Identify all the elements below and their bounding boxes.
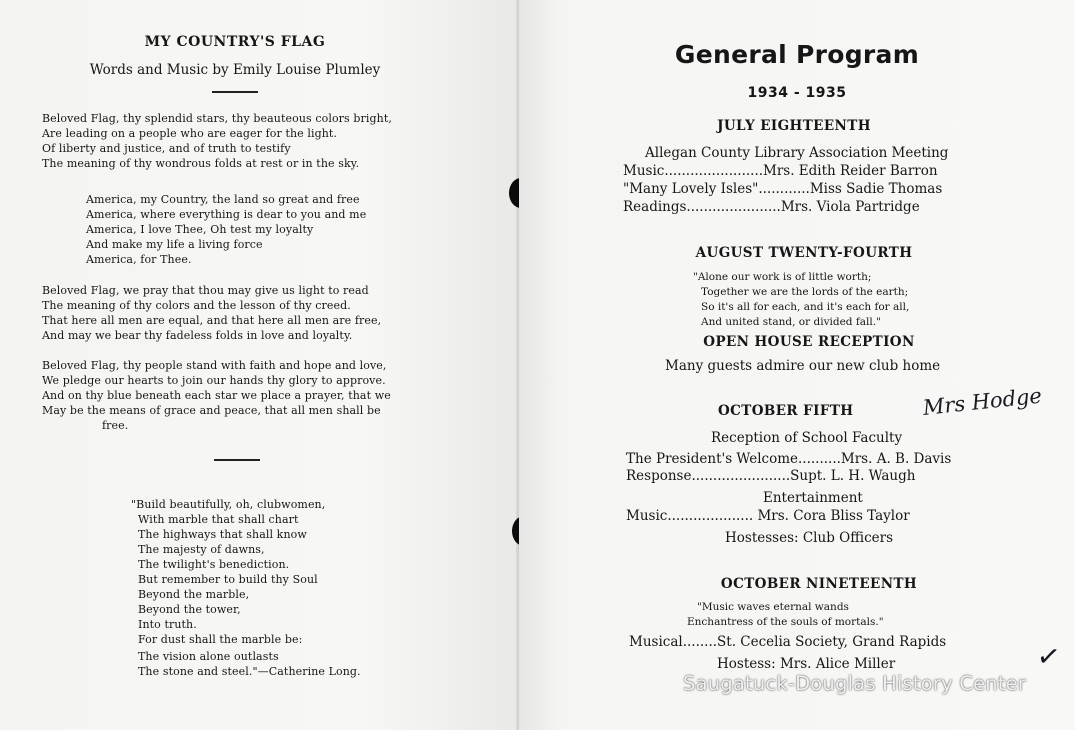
response-line: Response.......................Supt. L. H. Waugh (626, 468, 916, 484)
october-nineteenth-heading: OCTOBER NINETEENTH (720, 576, 918, 592)
quote-line: "Music waves eternal wands (697, 601, 849, 613)
august-quote (693, 270, 909, 330)
verse-line: Of liberty and justice, and of truth to testify (42, 142, 291, 155)
poem-line: The vision alone outlasts (138, 650, 279, 663)
stanza-1 (42, 111, 392, 171)
august-heading: AUGUST TWENTY-FOURTH (695, 245, 913, 261)
verse-line: America, my Country, the land so great and free (86, 193, 360, 206)
july-music: Music.......................Mrs. Edith Reider Barron (623, 163, 938, 179)
song-title: MY COUNTRY'S FLAG (144, 34, 326, 50)
open-house-text: Many guests admire our new club home (665, 358, 941, 374)
verse-line: May be the means of grace and peace, that all men shall be (42, 404, 381, 417)
poem-line: The stone and steel."—Catherine Long. (138, 665, 361, 678)
poem-line: With marble that shall chart (138, 513, 299, 526)
poem-line: Beyond the tower, (138, 603, 241, 616)
divider (212, 91, 258, 93)
entertainment-label: Entertainment (763, 490, 863, 506)
verse-line: Beloved Flag, thy splendid stars, thy beauteous colors bright, (42, 112, 392, 125)
open-house-heading: OPEN HOUSE RECEPTION (703, 334, 915, 350)
july-readings: Readings......................Mrs. Viola Partridge (623, 199, 920, 215)
quote-line: So it's all for each, and it's each for all, (701, 301, 910, 313)
october-fifth-music: Music.................... Mrs. Cora Bliss Taylor (626, 508, 910, 524)
verse-line: Are leading on a people who are eager for the light. (42, 127, 338, 140)
quote-line: "Alone our work is of little worth; (693, 271, 872, 283)
poem-line: The highways that shall know (138, 528, 307, 541)
poem-line: Beyond the marble, (138, 588, 250, 601)
verse-line: And on thy blue beneath each star we place a prayer, that we (42, 389, 391, 402)
july-heading: JULY EIGHTEENTH (717, 118, 871, 134)
verse-line: That here all men are equal, and that here all men are free, (42, 314, 382, 327)
program-title: General Program (674, 40, 920, 69)
divider (214, 459, 260, 461)
july-song: "Many Lovely Isles"............Miss Sadie Thomas (623, 181, 943, 197)
poem-line: The twilight's benediction. (138, 558, 290, 571)
stanza-2 (42, 283, 381, 343)
october-fifth-hostesses: Hostesses: Club Officers (725, 530, 894, 546)
presidents-welcome: The President's Welcome..........Mrs. A. B. Davis (626, 451, 952, 467)
song-credit: Words and Music by Emily Louise Plumley (89, 62, 381, 78)
program-years: 1934 - 1935 (747, 85, 847, 101)
clubwomen-poem (131, 497, 361, 679)
verse-line: Beloved Flag, we pray that thou may give us light to read (42, 284, 369, 297)
verse-line: America, for Thee. (86, 253, 192, 266)
verse-line: America, I love Thee, Oh test my loyalty (86, 223, 314, 236)
verse-line: The meaning of thy colors and the lesson of thy creed. (42, 299, 351, 312)
verse-line: Beloved Flag, thy people stand with faith and hope and love, (42, 359, 387, 372)
october-nineteenth-quote (687, 600, 884, 630)
reception-text: Reception of School Faculty (711, 430, 903, 446)
right-page (519, 0, 1075, 730)
quote-line: Enchantress of the souls of mortals." (687, 616, 884, 628)
poem-line: The majesty of dawns, (138, 543, 265, 556)
stanza-3 (42, 358, 391, 433)
october-fifth-heading: OCTOBER FIFTH (718, 403, 854, 419)
verse-line: And may we bear thy fadeless folds in love and loyalty. (42, 329, 353, 342)
poem-line: "Build beautifully, oh, clubwomen, (131, 498, 326, 511)
musical-line: Musical........St. Cecelia Society, Grand Rapids (629, 634, 947, 650)
july-meeting: Allegan County Library Association Meeting (645, 145, 949, 161)
poem-line: For dust shall the marble be: (138, 633, 303, 646)
poem-line: But remember to build thy Soul (138, 573, 318, 586)
poem-line: Into truth. (138, 618, 197, 631)
quote-line: And united stand, or divided fall." (701, 316, 881, 328)
verse-line: We pledge our hearts to join our hands thy glory to approve. (42, 374, 386, 387)
handwritten-note: Mrs Hodge (921, 383, 1043, 420)
october-nineteenth-hostess: Hostess: Mrs. Alice Miller (717, 656, 896, 672)
verse-line: America, where everything is dear to you and me (86, 208, 367, 221)
verse-line: free. (102, 419, 129, 432)
verse-line: And make my life a living force (86, 238, 263, 251)
watermark: Saugatuck-Douglas History Center (683, 672, 1027, 695)
left-page (0, 0, 519, 730)
chorus (86, 192, 366, 267)
quote-line: Together we are the lords of the earth; (701, 286, 909, 298)
check-mark-icon: ✓ (1034, 638, 1063, 675)
verse-line: The meaning of thy wondrous folds at rest or in the sky. (42, 157, 360, 170)
